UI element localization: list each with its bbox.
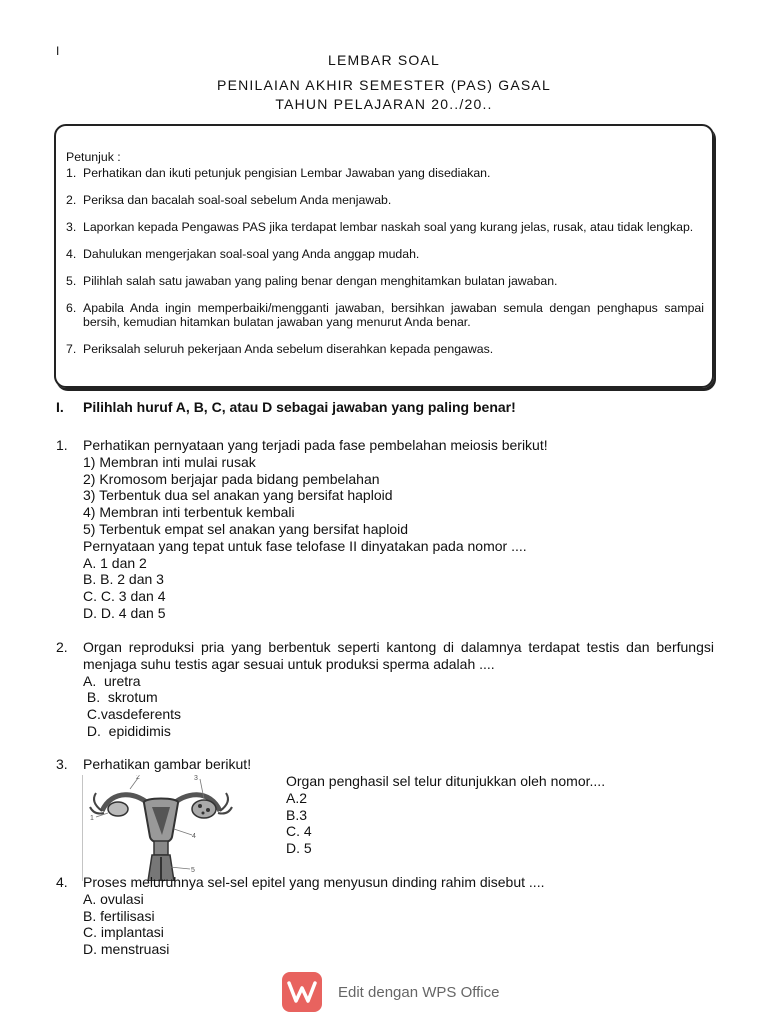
statement: 1) Membran inti mulai rusak xyxy=(83,453,256,470)
corner-mark: I xyxy=(56,44,60,58)
question-2 xyxy=(56,639,716,749)
figure-label: 5 xyxy=(191,867,195,874)
statement: 3) Terbentuk dua sel anakan yang bersifat haploid xyxy=(83,487,393,504)
option: B. skrotum xyxy=(83,689,158,706)
question-stem: Perhatikan gambar berikut! xyxy=(83,756,252,772)
option: C. 4 xyxy=(286,823,312,840)
statement: 5) Terbentuk empat sel anakan yang bersifat haploid xyxy=(83,520,409,537)
instruction-item: 6. Apabila Anda ingin memperbaiki/mengganti jawaban, bersihkan jawaban semula dengan penghapus sampai bersih, kemudian hitamkan bulatan jawaban yang menurut Anda benar. xyxy=(66,301,704,329)
option: D. D. 4 dan 5 xyxy=(83,604,166,621)
option: D. epididimis xyxy=(83,722,171,739)
instruction-item: 4. Dahulukan mengerjakan soal-soal yang Anda anggap mudah. xyxy=(66,247,420,261)
option: C.vasdeferents xyxy=(83,706,182,723)
instructions-label: Petunjuk : xyxy=(66,150,121,164)
question-3-answers xyxy=(286,773,686,863)
option: A. 1 dan 2 xyxy=(83,554,147,571)
option: D. 5 xyxy=(286,840,312,857)
question-stem: Proses meluruhnya sel-sel epitel yang menyusun dinding rahim disebut .... xyxy=(83,874,545,890)
figure-label: 4 xyxy=(192,833,196,840)
option: B.3 xyxy=(286,806,308,823)
instruction-item: 5. Pilihlah salah satu jawaban yang paling benar dengan menghitamkan bulatan jawaban. xyxy=(66,274,558,288)
doc-subtitle: PENILAIAN AKHIR SEMESTER (PAS) GASAL xyxy=(217,77,551,93)
wps-logo-icon xyxy=(282,972,322,1012)
question-number: 1. xyxy=(56,437,68,453)
wps-watermark-text: Edit dengan WPS Office xyxy=(338,983,500,1001)
instruction-item: 7. Periksalah seluruh pekerjaan Anda sebelum diserahkan kepada pengawas. xyxy=(66,342,494,356)
section-heading: I. Pilihlah huruf A, B, C, atau D sebagai jawaban yang paling benar! xyxy=(56,399,516,415)
option: C. C. 3 dan 4 xyxy=(83,588,166,605)
option: A. ovulasi xyxy=(83,890,144,907)
option: A.2 xyxy=(286,789,308,806)
question-prompt: Organ penghasil sel telur ditunjukkan oleh nomor.... xyxy=(286,773,606,789)
doc-title: LEMBAR SOAL xyxy=(327,52,440,68)
question-number: 4. xyxy=(56,874,68,890)
statement: 4) Membran inti terbentuk kembali xyxy=(83,504,295,521)
option: B. B. 2 dan 3 xyxy=(83,571,164,588)
figure-label: 2 xyxy=(136,775,140,781)
instructions-box xyxy=(54,124,714,388)
question-prompt: Pernyataan yang tepat untuk fase telofase II dinyatakan pada nomor .... xyxy=(83,537,527,554)
figure-label: 3 xyxy=(194,775,198,782)
doc-year: TAHUN PELAJARAN 20../20.. xyxy=(275,96,493,112)
option: C. implantasi xyxy=(83,924,164,941)
statement: 2) Kromosom berjajar pada bidang pembelahan xyxy=(83,470,380,487)
question-4 xyxy=(56,874,716,964)
question-1 xyxy=(56,437,716,627)
instruction-item: 1. Perhatikan dan ikuti petunjuk pengisian Lembar Jawaban yang disediakan. xyxy=(66,166,491,180)
option: A. uretra xyxy=(83,672,141,689)
wps-watermark[interactable] xyxy=(282,972,499,1012)
figure-label: 1 xyxy=(90,815,94,822)
question-stem: Perhatikan pernyataan yang terjadi pada fase pembelahan meiosis berikut! xyxy=(83,437,548,453)
uterus-diagram xyxy=(82,775,240,881)
instruction-item: 2. Periksa dan bacalah soal-soal sebelum Anda menjawab. xyxy=(66,193,392,207)
option: B. fertilisasi xyxy=(83,907,155,924)
question-number: 3. xyxy=(56,756,68,772)
question-stem: Organ reproduksi pria yang berbentuk seperti kantong di dalamnya terdapat testis dan berfungsi menjaga suhu testis agar sesuai untuk produksi sperma adalah .... xyxy=(83,639,714,672)
option: D. menstruasi xyxy=(83,941,170,958)
question-number: 2. xyxy=(56,639,68,655)
instruction-item: 3. Laporkan kepada Pengawas PAS jika terdapat lembar naskah soal yang kurang jelas, rusak, atau tidak lengkap. xyxy=(66,220,694,234)
